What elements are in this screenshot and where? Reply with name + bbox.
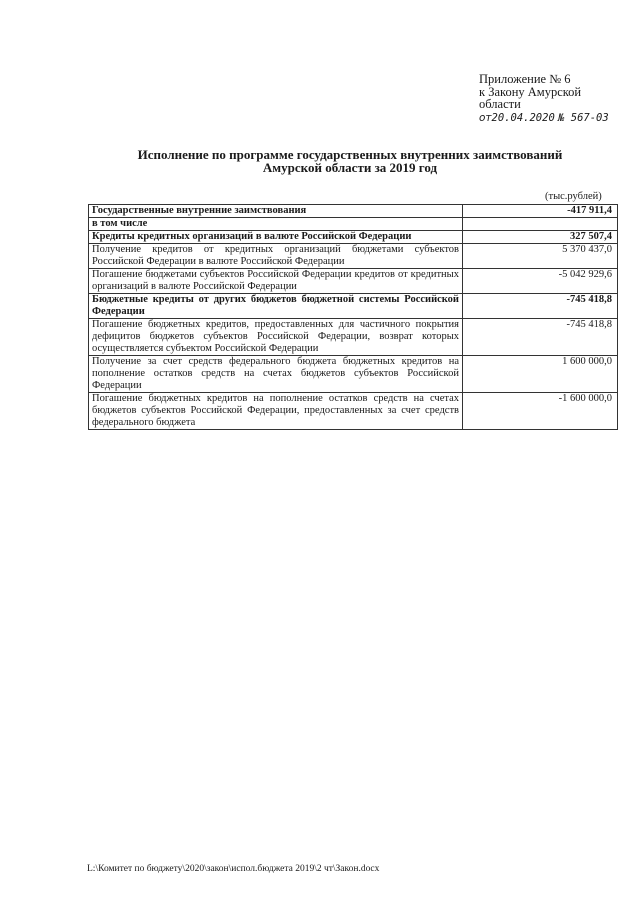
row-value: 5 370 437,0	[463, 244, 618, 269]
table-body	[89, 205, 618, 430]
row-name: Бюджетные кредиты от других бюджетов бюджетной системы Российской Федерации	[89, 294, 463, 319]
row-value: -417 911,4	[463, 205, 618, 218]
row-name: Государственные внутренние заимствования	[89, 205, 463, 218]
row-name: в том числе	[89, 218, 463, 231]
row-name: Погашение бюджетных кредитов на пополнение остатков средств на счетах бюджетов субъектов Российской Федерации, предоставленных за счет средств федерального бюджета	[89, 393, 463, 430]
appendix-line-2: к Закону Амурской	[479, 84, 582, 99]
row-value: -5 042 929,6	[463, 269, 618, 294]
row-value: 1 600 000,0	[463, 356, 618, 393]
row-value: -745 418,8	[463, 319, 618, 356]
appendix-number: № 567-03	[558, 111, 609, 124]
appendix-date-line	[479, 112, 609, 125]
row-name: Погашение бюджетных кредитов, предоставленных для частичного покрытия дефицитов бюджетов субъектов Российской Федерации, возврат которых осуществляется субъектом Российской Федерации	[89, 319, 463, 356]
table-row	[89, 231, 618, 244]
appendix-block	[479, 73, 609, 124]
row-value: -1 600 000,0	[463, 393, 618, 430]
table-row	[89, 393, 618, 430]
table-row	[89, 205, 618, 218]
file-path-footer: L:\Комитет по бюджету\2020\закон\испол.бюджета 2019\2 чт\Закон.docx	[87, 864, 380, 874]
appendix-line-3: области	[479, 97, 521, 111]
borrowing-table	[88, 204, 618, 430]
row-name: Погашение бюджетами субъектов Российской Федерации кредитов от кредитных организаций в валюте Российской Федерации	[89, 269, 463, 294]
table-row	[89, 244, 618, 269]
appendix-date: 20.04.2020	[491, 111, 555, 124]
document-title	[80, 148, 620, 174]
units-label: (тыс.рублей)	[545, 191, 602, 202]
row-value	[463, 218, 618, 231]
title-line-1: Исполнение по программе государственных внутренних заимствований	[137, 147, 563, 162]
table-row	[89, 218, 618, 231]
table-row	[89, 319, 618, 356]
appendix-line-1: Приложение № 6	[479, 72, 571, 86]
title-line-2: Амурской области за 2019 год	[262, 160, 438, 175]
row-name: Получение кредитов от кредитных организаций бюджетами субъектов Российской Федерации в валюте Российской Федерации	[89, 244, 463, 269]
table-row	[89, 269, 618, 294]
appendix-date-prefix: от	[479, 111, 492, 124]
row-value: -745 418,8	[463, 294, 618, 319]
table-row	[89, 356, 618, 393]
row-name: Кредиты кредитных организаций в валюте Российской Федерации	[89, 231, 463, 244]
row-value: 327 507,4	[463, 231, 618, 244]
table-row	[89, 294, 618, 319]
row-name: Получение за счет средств федерального бюджета бюджетных кредитов на пополнение остатков средств на счетах бюджетов субъектов Российской Федерации	[89, 356, 463, 393]
